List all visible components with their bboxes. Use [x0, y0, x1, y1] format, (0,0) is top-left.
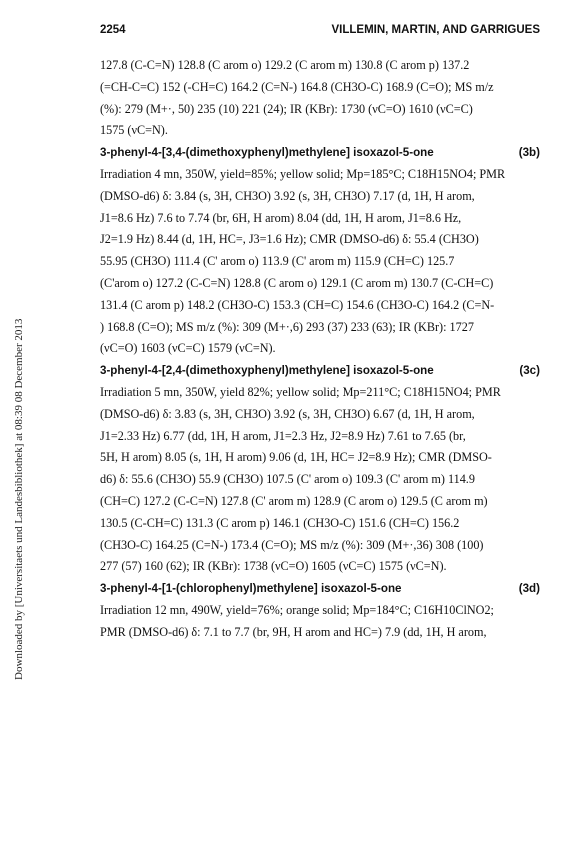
running-head: VILLEMIN, MARTIN, AND GARRIGUES	[331, 24, 540, 36]
compound-name: 3-phenyl-4-[1-(chlorophenyl)methylene] isoxazol-5-one	[100, 582, 402, 596]
compound-heading	[100, 578, 540, 600]
text-line: J2=1.9 Hz) 8.44 (d, 1H, HC=, J3=1.6 Hz); CMR (DMSO-d6) δ: 55.4 (CH3O)	[100, 232, 479, 247]
text-line: 55.95 (CH3O) 111.4 (C' arom o) 113.9 (C' arom m) 115.9 (CH=C) 125.7	[100, 254, 455, 269]
text-line: 127.8 (C-C=N) 128.8 (C arom o) 129.2 (C arom m) 130.8 (C arom p) 137.2	[100, 58, 470, 72]
text-line: 131.4 (C arom p) 148.2 (CH3O-C) 153.3 (CH=C) 154.6 (CH3O-C) 164.2 (C=N-	[100, 297, 495, 312]
text-line: (=CH-C=C) 152 (-CH=C) 164.2 (C=N-) 164.8 (CH3O-C) 168.9 (C=O); MS m/z	[100, 79, 494, 94]
text-line: Irradiation 5 mn, 350W, yield 82%; yellow solid; Mp=211°C; C18H15NO4; PMR	[100, 384, 501, 399]
text-line: 130.5 (C-CH=C) 131.3 (C arom p) 146.1 (CH3O-C) 151.6 (CH=C) 156.2	[100, 515, 460, 530]
text-line: (νC=O) 1603 (νC=C) 1579 (νC=N).	[100, 341, 276, 356]
experimental-text	[100, 55, 540, 644]
text-line: (C'arom o) 127.2 (C-C=N) 128.8 (C arom o) 129.1 (C arom m) 130.7 (C-CH=C)	[100, 275, 494, 290]
compound-heading	[100, 360, 540, 382]
text-line: J1=2.33 Hz) 6.77 (dd, 1H, H arom, J1=2.3 Hz, J2=8.9 Hz) 7.61 to 7.65 (br,	[100, 428, 466, 443]
text-line: (DMSO-d6) δ: 3.84 (s, 3H, CH3O) 3.92 (s, 3H, CH3O) 7.17 (d, 1H, H arom,	[100, 188, 475, 203]
compound-heading	[100, 142, 540, 164]
text-line: (DMSO-d6) δ: 3.83 (s, 3H, CH3O) 3.92 (s, 3H, CH3O) 6.67 (d, 1H, H arom,	[100, 406, 475, 421]
text-line: PMR (DMSO-d6) δ: 7.1 to 7.7 (br, 9H, H arom and HC=) 7.9 (dd, 1H, H arom,	[100, 624, 487, 639]
compound-label: (3d)	[518, 582, 540, 596]
text-line: (CH3O-C) 164.25 (C=N-) 173.4 (C=O); MS m/z (%): 309 (M+·,36) 308 (100)	[100, 537, 484, 552]
running-header	[100, 24, 540, 40]
text-line: Irradiation 12 mn, 490W, yield=76%; orange solid; Mp=184°C; C16H10ClNO2;	[100, 602, 494, 617]
compound-name: 3-phenyl-4-[2,4-(dimethoxyphenyl)methylene] isoxazol-5-one	[100, 364, 434, 378]
compound-label: (3c)	[519, 364, 540, 378]
page-number: 2254	[100, 24, 126, 36]
text-line: 5H, H arom) 8.05 (s, 1H, H arom) 9.06 (d, 1H, HC= J2=8.9 Hz); CMR (DMSO-	[100, 450, 492, 465]
text-line: d6) δ: 55.6 (CH3O) 55.9 (CH3O) 107.5 (C' arom o) 109.3 (C' arom m) 114.9	[100, 472, 475, 487]
text-line: (%): 279 (M+·, 50) 235 (10) 221 (24); IR (KBr): 1730 (νC=O) 1610 (νC=C)	[100, 101, 473, 116]
text-line: 277 (57) 160 (62); IR (KBr): 1738 (νC=O) 1605 (νC=C) 1575 (νC=N).	[100, 559, 447, 574]
text-line: 1575 (νC=N).	[100, 123, 168, 138]
download-side-note: Downloaded by [Universitaets und Landesbibliothek] at 08:39 08 December 2013	[13, 318, 25, 680]
text-line: ) 168.8 (C=O); MS m/z (%): 309 (M+·,6) 293 (37) 233 (63); IR (KBr): 1727	[100, 319, 474, 334]
text-line: J1=8.6 Hz) 7.6 to 7.74 (br, 6H, H arom) 8.04 (dd, 1H, H arom, J1=8.6 Hz,	[100, 210, 462, 225]
text-line: (CH=C) 127.2 (C-C=N) 127.8 (C' arom m) 128.9 (C arom o) 129.5 (C arom m)	[100, 493, 488, 508]
compound-name: 3-phenyl-4-[3,4-(dimethoxyphenyl)methylene] isoxazol-5-one	[100, 146, 434, 160]
compound-label: (3b)	[518, 146, 540, 160]
text-line: Irradiation 4 mn, 350W, yield=85%; yellow solid; Mp=185°C; C18H15NO4; PMR	[100, 166, 506, 181]
